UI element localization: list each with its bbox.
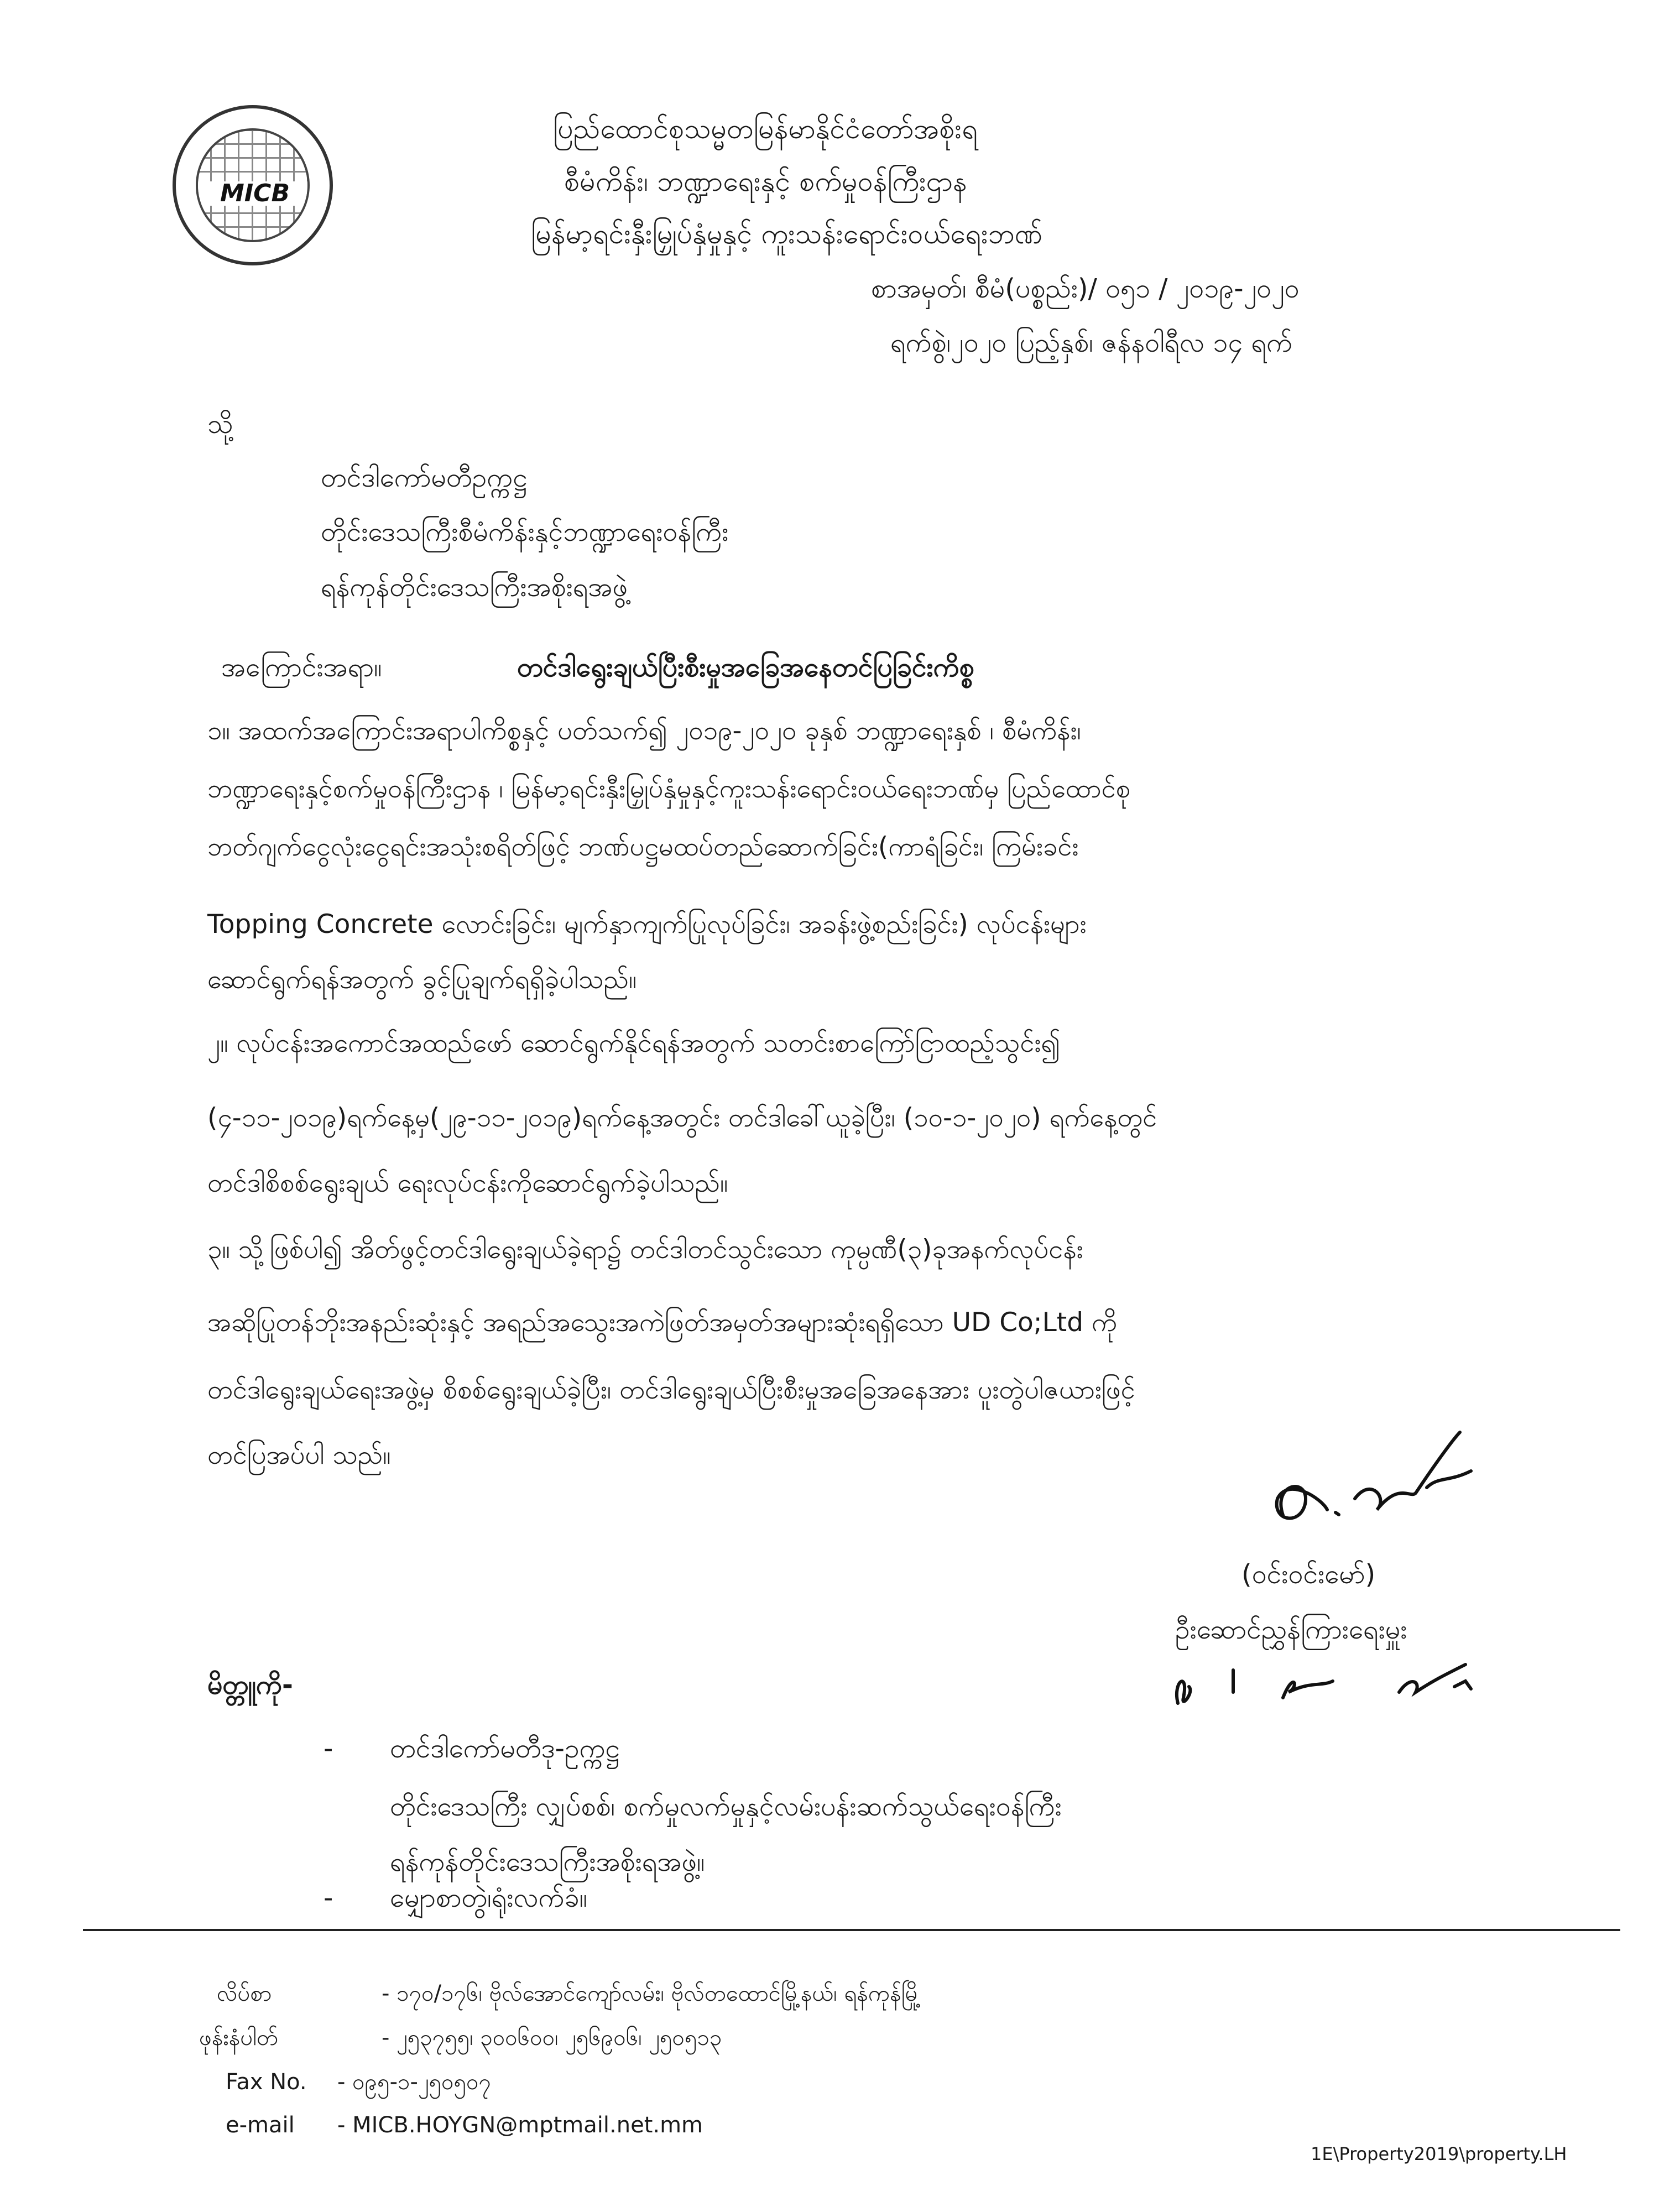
subject-text: တင်ဒါရွေးချယ်ပြီးစီးမှုအခြေအနေတင်ပြခြင်းကိစ္စ: [517, 652, 974, 683]
globe-icon: [196, 128, 310, 242]
footer-divider: [83, 1929, 1620, 1931]
paragraph-line: ဘတ်ဂျက်ငွေလုံးငွေရင်းအသုံးစရိတ်ဖြင့် ဘဏ်ပဋ္ဌမထပ်တည်ဆောက်ခြင်း(ကာရံခြင်း၊ ကြမ်းခင်း: [207, 832, 1079, 862]
paragraph-line: အဆိုပြုတန်ဘိုးအနည်းဆုံးနှင့် အရည်အသွေးအကဲဖြတ်အမှတ်အများဆုံးရရှိသော UD Co;Ltd ကို: [207, 1307, 1117, 1338]
fax-label: Fax No.: [226, 2069, 307, 2095]
signatory-title: ဦးဆောင်ညွှန်ကြားရေးမှူး: [1175, 1614, 1407, 1645]
letter-date: ရက်စွဲ၊၂ဝ၂ဝ ပြည့်နှစ်၊ ဇန်နဝါရီလ ၁၄ ရက်: [890, 327, 1293, 358]
address-label: လိပ်စာ: [217, 1981, 272, 2006]
letterhead-line-1: ပြည်ထောင်စုသမ္မတမြန်မာနိုင်ငံတော်အစိုးရ: [553, 113, 978, 145]
recipient-line-2: တိုင်းဒေသကြီးစီမံကိန်းနှင့်ဘဏ္ဍာရေးဝန်ကြီး: [321, 517, 729, 547]
email-value: - MICB.HOYGN@mptmail.net.mm: [337, 2112, 703, 2138]
micb-logo: [173, 105, 333, 265]
logo-text: MICB: [198, 181, 310, 206]
letterhead-line-3: မြန်မာ့ရင်းနှီးမြှုပ်နှံမှုနှင့် ကူးသန်းရောင်းဝယ်ရေးဘဏ်: [531, 218, 1043, 250]
initials-marks: [1156, 1648, 1554, 1714]
recipient-line-3: ရန်ကုန်တိုင်းဒေသကြီးအစိုးရအဖွဲ့: [321, 572, 628, 603]
phone-value: - ၂၅၃၇၅၅၊ ၃ဝဝ၆ဝဝ၊ ၂၅၆၉ဝ၆၊ ၂၅ဝ၅၁၃: [382, 2025, 722, 2051]
paragraph-line: ၂။ လုပ်ငန်းအကောင်အထည်ဖော် ဆောင်ရွက်နိုင်ရန်အတွက် သတင်းစာကြော်ငြာထည့်သွင်း၍: [207, 1028, 1061, 1058]
handwritten-signature: [1261, 1416, 1493, 1537]
copies-label: မိတ္တူကို-: [207, 1670, 293, 1700]
copy-bullet: -: [324, 1882, 333, 1913]
file-reference: 1E\Property2019\property.LH: [1311, 2143, 1567, 2164]
phone-label: ဖုန်းနံပါတ်: [199, 2025, 279, 2051]
copy-bullet: -: [324, 1733, 333, 1764]
copy-line: မျှောစာတွဲ၊ရုံးလက်ခံ။: [390, 1882, 587, 1913]
signatory-name: (ဝင်းဝင်းမော်): [1241, 1559, 1376, 1590]
to-label: သို့: [207, 409, 233, 440]
paragraph-line: ၃။ သို့ဖြစ်ပါ၍ အိတ်ဖွင့်တင်ဒါရွေးချယ်ခဲ့ရာ၌ တင်ဒါတင်သွင်းသော ကုမ္ပဏီ(၃)ခုအနက်လုပ်ငန်း: [207, 1234, 1083, 1265]
paragraph-line: ၁။ အထက်အကြောင်းအရာပါကိစ္စနှင့် ပတ်သက်၍ ၂ဝ၁၉-၂ဝ၂ဝ ခုနှစ် ဘဏ္ဍာရေးနှစ် ၊ စီမံကိန်း၊: [207, 716, 1081, 746]
paragraph-line: တင်ဒါစိစစ်ရွေးချယ် ရေးလုပ်ငန်းကိုဆောင်ရွက်ခဲ့ပါသည်။: [207, 1168, 728, 1198]
recipient-line-1: တင်ဒါကော်မတီဥက္ကဋ္ဌ: [321, 462, 528, 493]
copy-line: တိုင်းဒေသကြီး လျှပ်စစ်၊ စက်မှုလက်မှုနှင့်လမ်းပန်းဆက်သွယ်ရေးဝန်ကြီး: [390, 1791, 1062, 1822]
fax-value: - ဝ၉၅-၁-၂၅ဝ၅ဝ၇: [337, 2069, 492, 2095]
copy-line: တင်ဒါကော်မတီဒု-ဥက္ကဋ္ဌ: [390, 1733, 620, 1764]
address-value: - ၁၇ဝ/၁၇၆၊ ဗိုလ်အောင်ကျော်လမ်း၊ ဗိုလ်တထောင်မြို့နယ်၊ ရန်ကုန်မြို့: [382, 1981, 921, 2006]
letterhead-line-2: စီမံကိန်း၊ ဘဏ္ဍာရေးနှင့် စက်မှုဝန်ကြီးဌာန: [564, 165, 967, 197]
paragraph-line: ဆောင်ရွက်ရန်အတွက် ခွင့်ပြုချက်ရရှိခဲ့ပါသည်။: [207, 964, 637, 995]
subject-label: အကြောင်းအရာ။: [221, 652, 382, 683]
paragraph-line: ဘဏ္ဍာရေးနှင့်စက်မှုဝန်ကြီးဌာန ၊ မြန်မာ့ရင်းနှီးမြှုပ်နှံမှုနှင့်ကူးသန်းရောင်းဝယ်ရေးဘဏ်မှ ပြည်ထောင်စု: [207, 774, 1131, 804]
paragraph-line: (၄-၁၁-၂ဝ၁၉)ရက်နေ့မှ(၂၉-၁၁-၂ဝ၁၉)ရက်နေ့အတွင်း တင်ဒါခေါ်ယူခဲ့ပြီး၊ (၁ဝ-၁-၂ဝ၂ဝ) ရက်နေ့တွင်: [207, 1103, 1157, 1133]
copy-line: ရန်ကုန်တိုင်းဒေသကြီးအစိုးရအဖွဲ့။: [390, 1846, 705, 1877]
paragraph-line: Topping Concrete လောင်းခြင်း၊ မျက်နှာကျက်ပြုလုပ်ခြင်း၊ အခန်းဖွဲ့စည်းခြင်း) လုပ်ငန်းများ: [207, 909, 1087, 940]
letter-number: စာအမှတ်၊ စီမံ(ပစ္စည်း)/ ဝ၅၁ / ၂ဝ၁၉-၂ဝ၂ဝ: [871, 273, 1300, 304]
paragraph-line: တင်ဒါရွေးချယ်ရေးအဖွဲ့မှ စိစစ်ရွေးချယ်ခဲ့ပြီး၊ တင်ဒါရွေးချယ်ပြီးစီးမှုအခြေအနေအား ပူးတွဲပါဇယားဖြင့်: [207, 1375, 1135, 1405]
paragraph-line: တင်ပြအပ်ပါ သည်။: [207, 1440, 391, 1470]
email-label: e-mail: [226, 2112, 295, 2138]
